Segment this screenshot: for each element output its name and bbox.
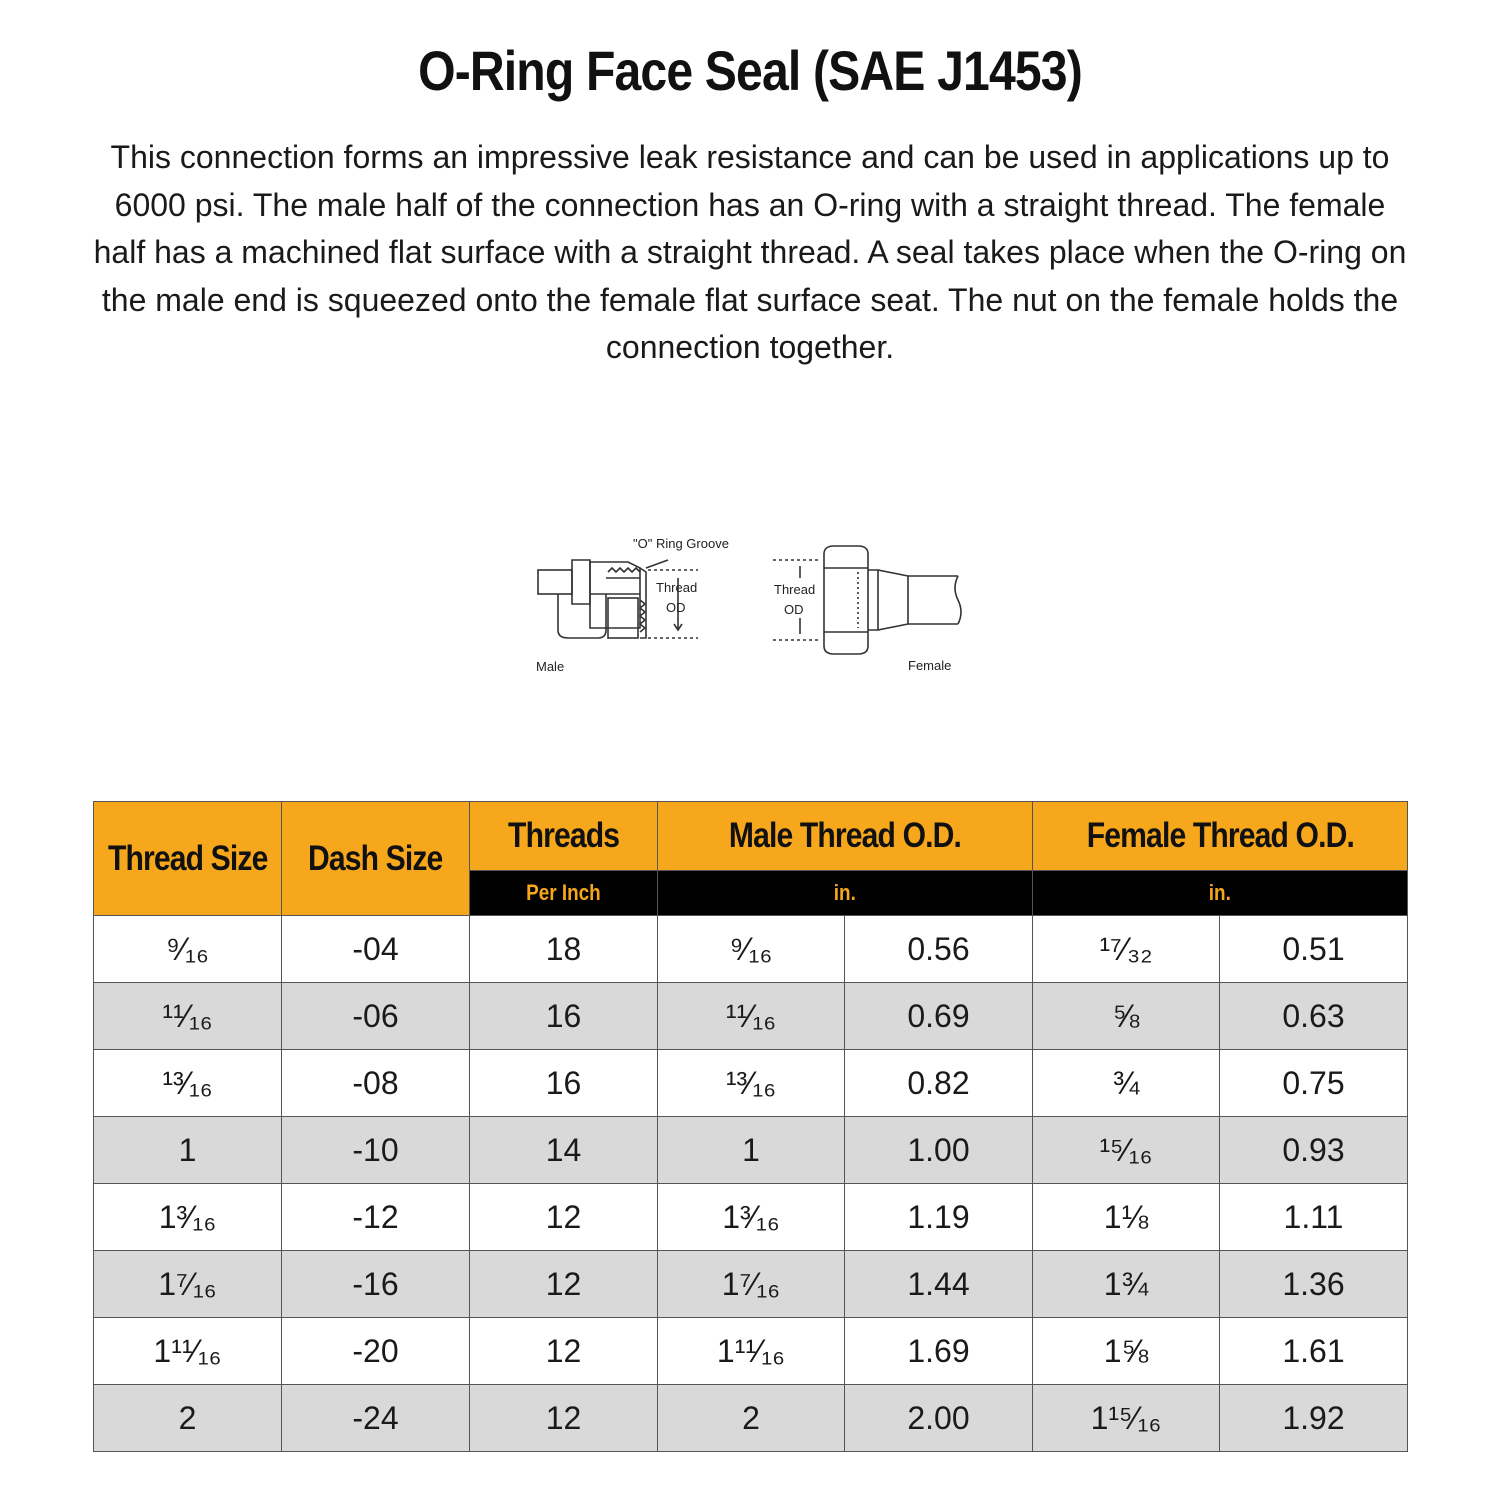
cell-dash-size: -08 bbox=[282, 1050, 470, 1117]
cell-male-decimal: 2.00 bbox=[845, 1385, 1033, 1452]
subheader-female-unit: in. bbox=[1033, 871, 1408, 916]
table-row bbox=[94, 983, 1408, 1050]
subheader-male-unit: in. bbox=[658, 871, 1033, 916]
header-male-od: Male Thread O.D. bbox=[658, 802, 1033, 871]
cell-female-decimal: 1.11 bbox=[1220, 1184, 1408, 1251]
cell-female-fraction: 1⅝ bbox=[1033, 1318, 1220, 1385]
cell-male-decimal: 0.56 bbox=[845, 916, 1033, 983]
cell-thread-size: ⁹⁄₁₆ bbox=[94, 916, 282, 983]
cell-female-decimal: 0.93 bbox=[1220, 1117, 1408, 1184]
cell-female-fraction: 1¹⁵⁄₁₆ bbox=[1033, 1385, 1220, 1452]
cell-dash-size: -10 bbox=[282, 1117, 470, 1184]
cell-threads-per-inch: 12 bbox=[470, 1184, 658, 1251]
cell-thread-size: ¹¹⁄₁₆ bbox=[94, 983, 282, 1050]
cell-male-decimal: 1.19 bbox=[845, 1184, 1033, 1251]
cell-threads-per-inch: 18 bbox=[470, 916, 658, 983]
cell-female-fraction: 1⅛ bbox=[1033, 1184, 1220, 1251]
female-hex-nut bbox=[824, 546, 868, 654]
male-tube-end bbox=[538, 570, 572, 594]
cell-thread-size: 1³⁄₁₆ bbox=[94, 1184, 282, 1251]
cell-thread-size: 1 bbox=[94, 1117, 282, 1184]
fitting-diagram bbox=[528, 528, 968, 678]
cell-male-fraction: ⁹⁄₁₆ bbox=[658, 916, 845, 983]
table-row bbox=[94, 1117, 1408, 1184]
subheader-per-inch: Per Inch bbox=[470, 871, 658, 916]
cell-female-decimal: 1.36 bbox=[1220, 1251, 1408, 1318]
cell-female-fraction: ¹⁵⁄₁₆ bbox=[1033, 1117, 1220, 1184]
page-title: O-Ring Face Seal (SAE J1453) bbox=[418, 39, 1082, 102]
header-thread-size: Thread Size bbox=[94, 802, 282, 916]
cell-dash-size: -16 bbox=[282, 1251, 470, 1318]
cell-dash-size: -20 bbox=[282, 1318, 470, 1385]
cell-male-fraction: 1³⁄₁₆ bbox=[658, 1184, 845, 1251]
cell-threads-per-inch: 12 bbox=[470, 1318, 658, 1385]
cell-female-fraction: ⅝ bbox=[1033, 983, 1220, 1050]
female-label: Female bbox=[908, 658, 952, 673]
cell-threads-per-inch: 14 bbox=[470, 1117, 658, 1184]
cell-dash-size: -12 bbox=[282, 1184, 470, 1251]
cell-threads-per-inch: 12 bbox=[470, 1385, 658, 1452]
cell-thread-size: 1⁷⁄₁₆ bbox=[94, 1251, 282, 1318]
cell-male-fraction: 1¹¹⁄₁₆ bbox=[658, 1318, 845, 1385]
cell-male-fraction: ¹³⁄₁₆ bbox=[658, 1050, 845, 1117]
cell-dash-size: -04 bbox=[282, 916, 470, 983]
male-od-label: OD bbox=[666, 600, 686, 615]
description-paragraph: This connection forms an impressive leak resistance and can be used in applications up to 6000 psi. The male half of the connection has an O-ring with a straight thread. The female half has a machined flat surface with a straight thread. A seal takes place when the O-ring on the male end is squeezed onto the female flat surface seat. The nut on the female holds the connection together. bbox=[93, 139, 1407, 365]
cell-thread-size: ¹³⁄₁₆ bbox=[94, 1050, 282, 1117]
cell-male-fraction: 1 bbox=[658, 1117, 845, 1184]
table-row bbox=[94, 1184, 1408, 1251]
cell-female-fraction: ¹⁷⁄₃₂ bbox=[1033, 916, 1220, 983]
cell-female-decimal: 0.51 bbox=[1220, 916, 1408, 983]
cell-dash-size: -24 bbox=[282, 1385, 470, 1452]
male-thread-label: Thread bbox=[656, 580, 698, 595]
cell-threads-per-inch: 12 bbox=[470, 1251, 658, 1318]
thread-spec-table bbox=[93, 801, 1408, 1452]
cell-female-decimal: 1.61 bbox=[1220, 1318, 1408, 1385]
cell-male-decimal: 0.69 bbox=[845, 983, 1033, 1050]
cell-male-fraction: 2 bbox=[658, 1385, 845, 1452]
cell-male-decimal: 0.82 bbox=[845, 1050, 1033, 1117]
cell-female-decimal: 0.63 bbox=[1220, 983, 1408, 1050]
cell-threads-per-inch: 16 bbox=[470, 983, 658, 1050]
cell-male-decimal: 1.00 bbox=[845, 1117, 1033, 1184]
table-row bbox=[94, 1318, 1408, 1385]
cell-male-fraction: ¹¹⁄₁₆ bbox=[658, 983, 845, 1050]
header-threads: Threads bbox=[470, 802, 658, 871]
cell-female-decimal: 0.75 bbox=[1220, 1050, 1408, 1117]
table-row bbox=[94, 1251, 1408, 1318]
table-row bbox=[94, 916, 1408, 983]
cell-thread-size: 1¹¹⁄₁₆ bbox=[94, 1318, 282, 1385]
cell-threads-per-inch: 16 bbox=[470, 1050, 658, 1117]
cell-female-fraction: ¾ bbox=[1033, 1050, 1220, 1117]
female-thread-label: Thread bbox=[774, 582, 816, 597]
female-shank bbox=[878, 570, 908, 630]
cell-dash-size: -06 bbox=[282, 983, 470, 1050]
oring-groove-label: "O" Ring Groove bbox=[633, 536, 729, 551]
cell-male-decimal: 1.44 bbox=[845, 1251, 1033, 1318]
cell-female-fraction: 1¾ bbox=[1033, 1251, 1220, 1318]
table-row bbox=[94, 1050, 1408, 1117]
cell-thread-size: 2 bbox=[94, 1385, 282, 1452]
cell-male-decimal: 1.69 bbox=[845, 1318, 1033, 1385]
table-row bbox=[94, 1385, 1408, 1452]
cell-male-fraction: 1⁷⁄₁₆ bbox=[658, 1251, 845, 1318]
header-dash-size: Dash Size bbox=[282, 802, 470, 916]
cell-female-decimal: 1.92 bbox=[1220, 1385, 1408, 1452]
male-label: Male bbox=[536, 659, 565, 674]
header-female-od: Female Thread O.D. bbox=[1033, 802, 1408, 871]
female-od-label: OD bbox=[784, 602, 804, 617]
